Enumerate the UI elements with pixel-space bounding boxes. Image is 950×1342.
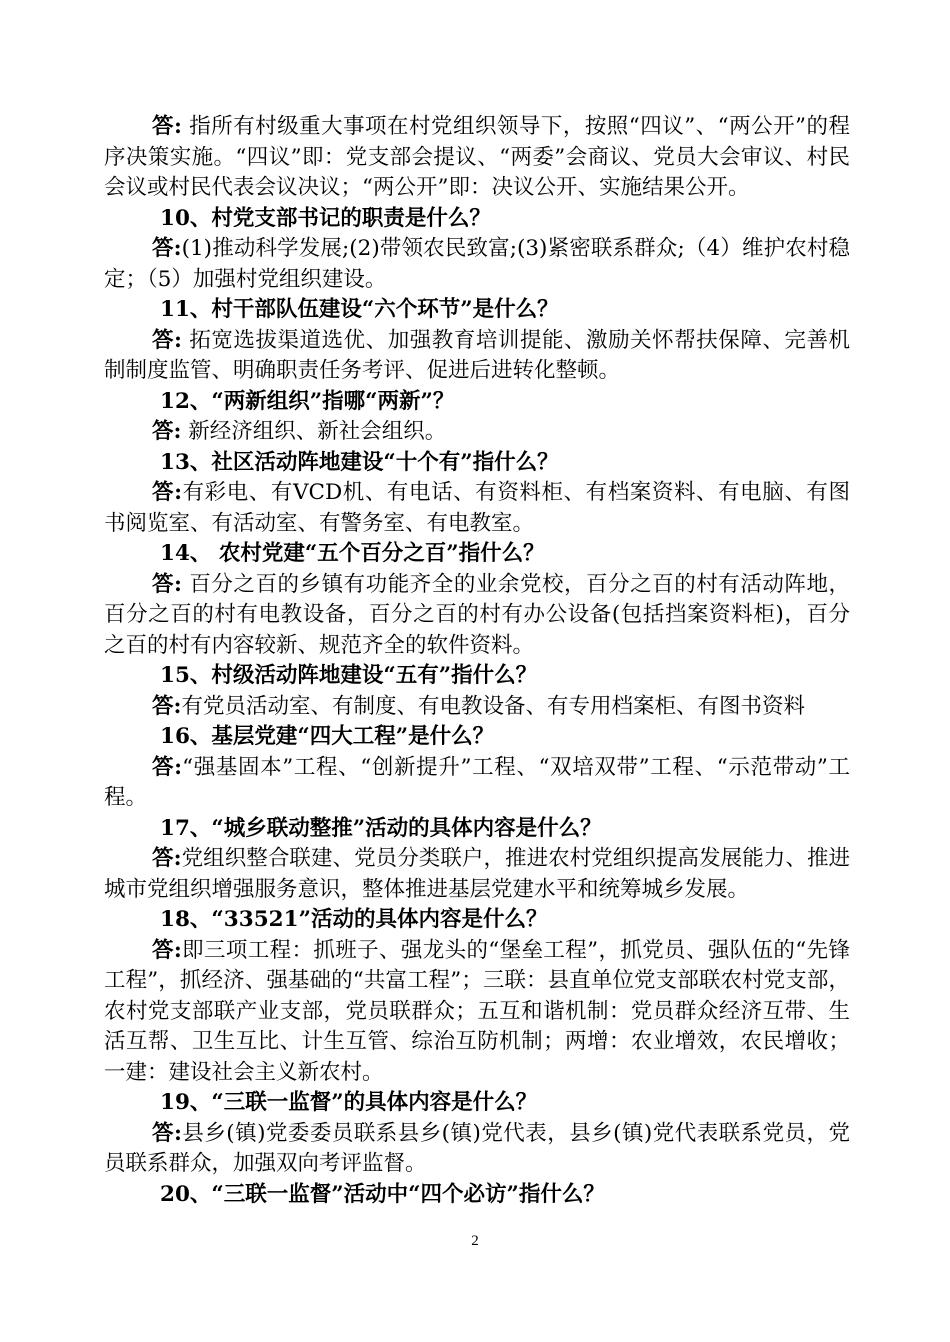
answer-text: 有彩电、有VCD机、有电话、有资料柜、有档案资料、有电脑、有图书阅览室、有活动室、有警务室、有电教室。 [104, 480, 850, 536]
answer-17 [104, 844, 850, 905]
answer-text: 有党员活动室、有制度、有电教设备、有专用档案柜、有图书资料 [181, 693, 805, 719]
page-number: 2 [471, 1233, 479, 1249]
answer-text: 即三项工程：抓班子、强龙头的“堡垒工程”，抓党员、强队伍的“先锋工程”，抓经济、强基础的“共富工程”；三联：县直单位党支部联农村党支部，农村党支部联产业支部，党员联群众；五互和谐机制：党员群众经济互带、生活互帮、卫生互比、计生互管、综治互防机制；两增：农业增效，农民增收；一建：建设社会主义新农村。 [104, 937, 851, 1085]
question-19: 19、“三联一监督”的具体内容是什么？ [160, 1090, 538, 1115]
answer-label: 答: [152, 327, 182, 353]
answer-label: 答: [152, 693, 182, 719]
answer-13 [104, 478, 850, 539]
answer-label: 答: [152, 236, 182, 261]
answer-label: 答: [152, 114, 182, 139]
answer-label: 答: [152, 1120, 182, 1146]
question-12: 12、“两新组织”指哪“两新”？ [160, 388, 455, 414]
question-18: 18、“33521”活动的具体内容是什么？ [160, 907, 548, 932]
answer-9 [104, 112, 850, 204]
answer-label: 答: [152, 754, 183, 780]
answer-14 [104, 570, 850, 662]
question-17: 17、“城乡联动整推”活动的具体内容是什么？ [160, 815, 602, 841]
answer-12 [104, 417, 850, 448]
answer-text: 指所有村级重大事项在村党组织领导下，按照“四议”、“两公开”的程序决策实施。“四议”即：党支部会提议、“两委”会商议、党员大会审议、村民会议或村民代表会议决议；“两公开”即：决议公开、实施结果公开。 [104, 114, 850, 200]
question-16: 16、基层党建“四大工程”是什么？ [160, 724, 495, 749]
answer-18 [104, 936, 850, 1089]
answer-10 [104, 234, 850, 295]
answer-label: 答: [152, 571, 182, 597]
answer-text: (1)推动科学发展;(2)带领农民致富;(3)紧密联系群众;（4）维护农村稳定；（5）加强村党组织建设。 [104, 236, 851, 292]
question-11: 11、村干部队伍建设“六个环节”是什么？ [160, 297, 559, 322]
answer-text: 百分之百的乡镇有功能齐全的业余党校，百分之百的村有活动阵地，百分之百的村有电教设备，百分之百的村有办公设备(包括挡案资料柜)，百分之百的村有内容较新、规范齐全的软件资料。 [104, 571, 850, 658]
question-13: 13、社区活动阵地建设“十个有”指什么？ [160, 449, 559, 475]
qa-content [104, 112, 850, 1210]
answer-16 [104, 753, 850, 814]
answer-label: 答: [152, 419, 182, 444]
question-20: 20、“三联一监督”活动中“四个必访”指什么？ [160, 1181, 605, 1207]
answer-text: 党组织整合联建、党员分类联户，推进农村党组织提高发展能力、推进城市党组织增强服务意识，整体推进基层党建水平和统筹城乡发展。 [104, 846, 851, 902]
answer-15 [104, 692, 850, 723]
answer-label: 答: [152, 937, 182, 963]
answer-text: “强基固本”工程、“创新提升”工程、“双培双带”工程、“示范带动”工程。 [104, 754, 851, 810]
question-15: 15、村级活动阵地建设“五有”指什么？ [160, 663, 538, 688]
answer-text: 新经济组织、新社会组织。 [188, 419, 447, 444]
answer-19 [104, 1119, 850, 1180]
question-14: 14、 农村党建“五个百分之百”指什么？ [160, 541, 545, 566]
question-10: 10、村党支部书记的职责是什么？ [160, 205, 491, 231]
answer-text: 拓宽选拔渠道选优、加强教育培训提能、激励关怀帮扶保障、完善机制制度监管、明确职责任务考评、促进后进转化整顿。 [104, 327, 850, 383]
answer-label: 答: [152, 846, 182, 871]
answer-text: 县乡(镇)党委委员联系县乡(镇)党代表，县乡(镇)党代表联系党员，党员联系群众，加强双向考评监督。 [104, 1120, 850, 1176]
answer-11 [104, 326, 850, 387]
answer-label: 答: [152, 480, 183, 505]
